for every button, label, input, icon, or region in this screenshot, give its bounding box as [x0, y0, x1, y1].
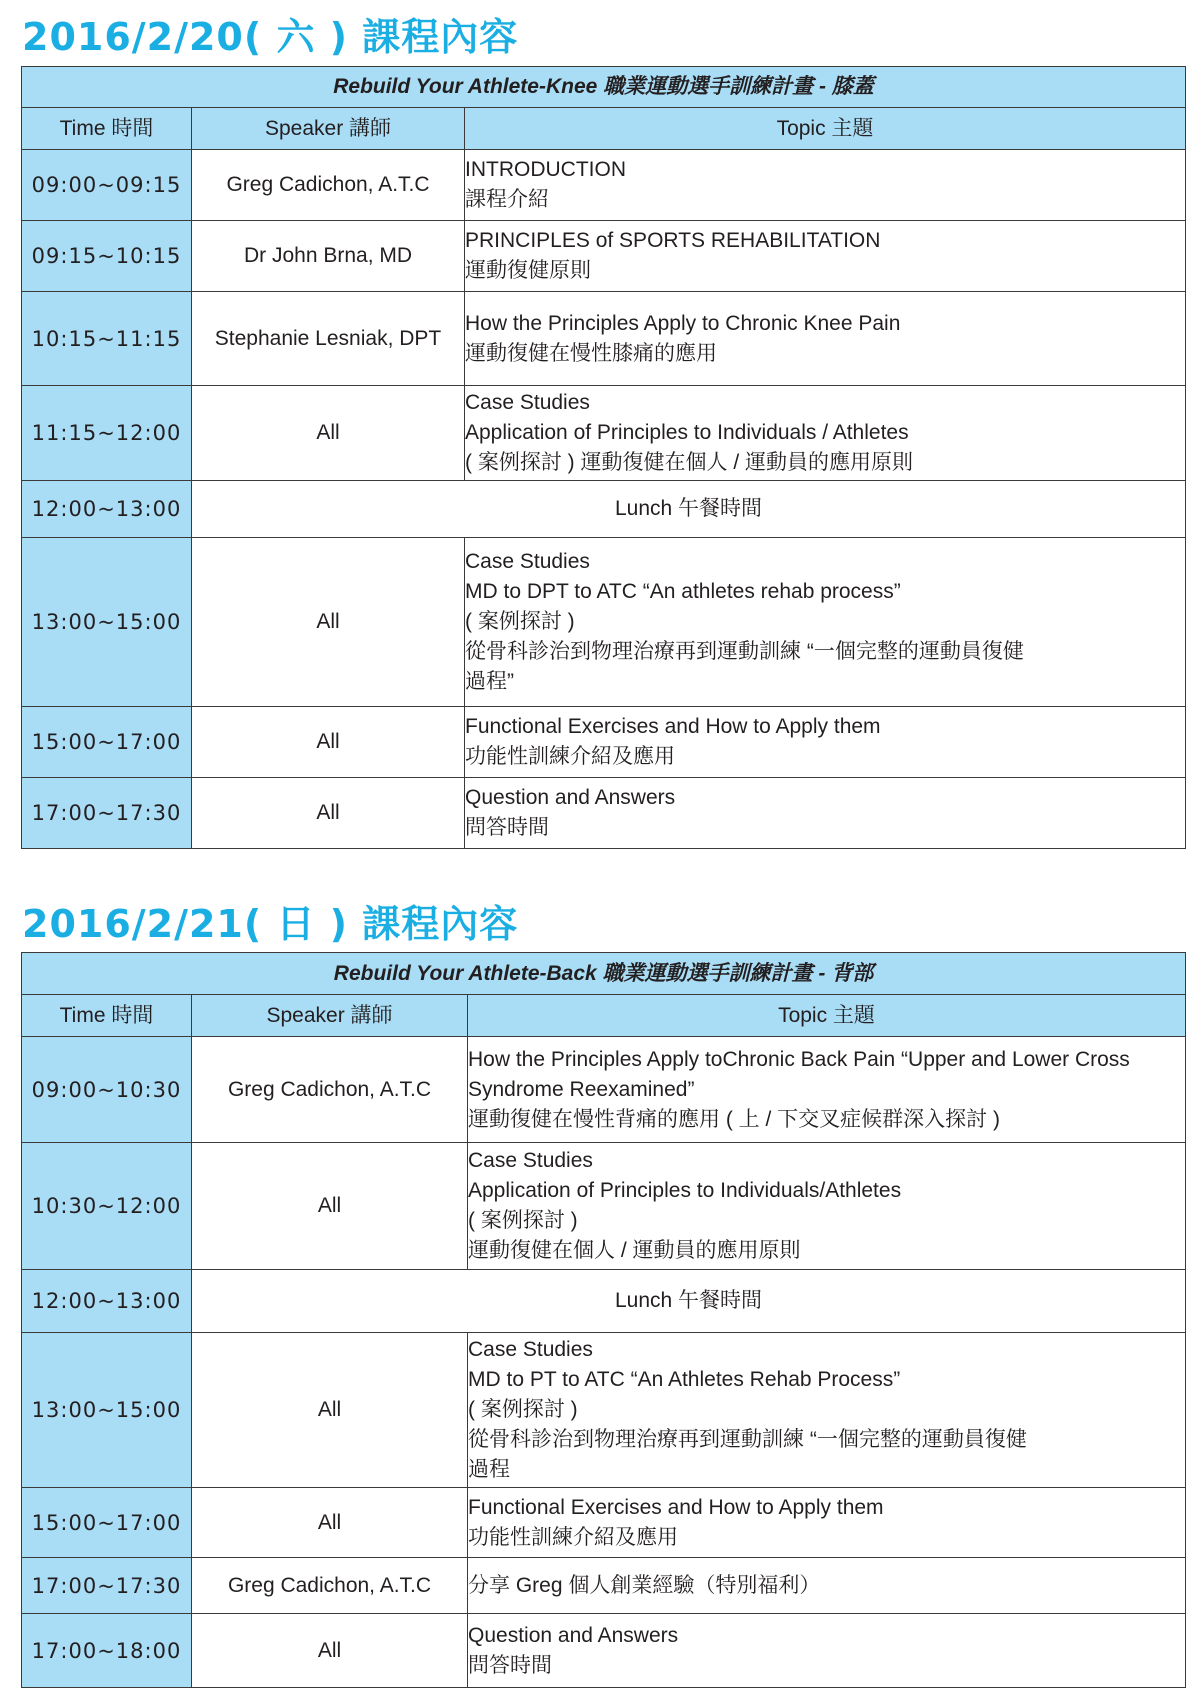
time-cell: 13:00~15:00	[22, 1333, 192, 1488]
time-cell: 10:15~11:15	[22, 292, 192, 386]
topic-line: ( 案例探討 )	[468, 1209, 578, 1232]
topic-line: INTRODUCTION	[465, 158, 626, 181]
table-row	[22, 1037, 1186, 1143]
day1-title: 2016/2/20( 六 ) 課程內容	[22, 15, 519, 59]
topic-line: 問答時間	[468, 1653, 552, 1677]
speaker-header: Speaker 講師	[192, 108, 465, 150]
topic-line: 功能性訓練介紹及應用	[468, 1525, 678, 1549]
topic-line: 過程”	[465, 670, 514, 693]
topic-line: 運動復健在慢性膝痛的應用	[465, 341, 717, 365]
topic-line: Functional Exercises and How to Apply them	[465, 715, 881, 738]
topic-cell	[468, 1143, 1186, 1270]
speaker-cell: Greg Cadichon, A.T.C	[192, 150, 465, 221]
table-row	[22, 221, 1186, 292]
time-cell: 17:00~18:00	[22, 1614, 192, 1688]
time-cell: 09:00~10:30	[22, 1037, 192, 1143]
time-cell: 17:00~17:30	[22, 1558, 192, 1614]
topic-line: Application of Principles to Individuals / Athletes	[465, 421, 909, 444]
topic-line: ( 案例探討 )	[468, 1398, 578, 1421]
topic-line: 從骨科診治到物理治療再到運動訓練 “一個完整的運動員復健	[465, 640, 1024, 663]
time-cell: 17:00~17:30	[22, 778, 192, 849]
topic-cell	[465, 538, 1186, 707]
day1-schedule-table	[21, 66, 1186, 849]
topic-line: 運動復健原則	[465, 259, 591, 282]
topic-cell	[465, 707, 1186, 778]
topic-line: 課程介紹	[465, 188, 549, 211]
table-row	[22, 538, 1186, 707]
day2-program-caption: Rebuild Your Athlete-Back 職業運動選手訓練計畫 - 背部	[22, 953, 1186, 995]
speaker-cell: Dr John Brna, MD	[192, 221, 465, 292]
lunch-cell: Lunch 午餐時間	[192, 1270, 1186, 1333]
time-cell: 12:00~13:00	[22, 481, 192, 538]
speaker-cell: All	[192, 1333, 468, 1488]
time-cell: 12:00~13:00	[22, 1270, 192, 1333]
topic-line: ( 案例探討 ) 運動復健在個人 / 運動員的應用原則	[465, 451, 913, 474]
speaker-cell: Stephanie Lesniak, DPT	[192, 292, 465, 386]
table-row	[22, 386, 1186, 481]
topic-cell	[465, 778, 1186, 849]
table-row	[22, 1558, 1186, 1614]
topic-line: Case Studies	[468, 1338, 593, 1361]
topic-line: 過程	[468, 1458, 510, 1481]
time-cell: 15:00~17:00	[22, 1488, 192, 1558]
table-row	[22, 481, 1186, 538]
topic-line: 運動復健在個人 / 運動員的應用原則	[468, 1239, 801, 1262]
topic-cell	[468, 1333, 1186, 1488]
topic-cell	[468, 1614, 1186, 1688]
topic-line: Question and Answers	[465, 786, 676, 809]
speaker-cell: All	[192, 386, 465, 481]
topic-line: PRINCIPLES of SPORTS REHABILITATION	[465, 229, 881, 252]
topic-line: ( 案例探討 )	[465, 610, 575, 633]
topic-cell	[465, 386, 1186, 481]
time-cell: 09:15~10:15	[22, 221, 192, 292]
table-row	[22, 707, 1186, 778]
topic-cell	[468, 1558, 1186, 1614]
time-cell: 13:00~15:00	[22, 538, 192, 707]
topic-line: Application of Principles to Individuals/Athletes	[468, 1179, 902, 1202]
table-row	[22, 1270, 1186, 1333]
table-row	[22, 778, 1186, 849]
speaker-cell: All	[192, 538, 465, 707]
topic-line: 功能性訓練介紹及應用	[465, 745, 675, 768]
topic-line: 運動復健在慢性背痛的應用 ( 上 / 下交叉症候群深入探討 )	[468, 1107, 1000, 1131]
topic-line: MD to DPT to ATC “An athletes rehab process”	[465, 580, 901, 603]
table-row	[22, 1333, 1186, 1488]
speaker-cell: Greg Cadichon, A.T.C	[192, 1558, 468, 1614]
time-cell: 15:00~17:00	[22, 707, 192, 778]
topic-line: How the Principles Apply to Chronic Knee Pain	[465, 311, 901, 335]
topic-line: MD to PT to ATC “An Athletes Rehab Process”	[468, 1368, 901, 1391]
table-row	[22, 292, 1186, 386]
speaker-cell: All	[192, 1143, 468, 1270]
topic-cell	[468, 1037, 1186, 1143]
table-row	[22, 1143, 1186, 1270]
time-header: Time 時間	[22, 995, 192, 1037]
time-cell: 09:00~09:15	[22, 150, 192, 221]
topic-header: Topic 主題	[465, 108, 1186, 150]
topic-header: Topic 主題	[468, 995, 1186, 1037]
topic-line: Functional Exercises and How to Apply them	[468, 1495, 884, 1519]
table-row	[22, 1488, 1186, 1558]
topic-line: Question and Answers	[468, 1623, 679, 1647]
day2-schedule-table	[21, 952, 1186, 1688]
speaker-cell: All	[192, 707, 465, 778]
topic-line: Case Studies	[465, 550, 590, 573]
day2-title: 2016/2/21( 日 ) 課程內容	[22, 902, 519, 946]
topic-cell	[468, 1488, 1186, 1558]
topic-line: Case Studies	[465, 391, 590, 414]
topic-line: Case Studies	[468, 1149, 593, 1172]
topic-line: 從骨科診治到物理治療再到運動訓練 “一個完整的運動員復健	[468, 1428, 1027, 1451]
time-cell: 10:30~12:00	[22, 1143, 192, 1270]
topic-line: How the Principles Apply toChronic Back Pain “Upper and Lower Cross	[468, 1047, 1130, 1071]
speaker-cell: All	[192, 778, 465, 849]
speaker-cell: All	[192, 1614, 468, 1688]
time-cell: 11:15~12:00	[22, 386, 192, 481]
table-row	[22, 150, 1186, 221]
day1-program-caption: Rebuild Your Athlete-Knee 職業運動選手訓練計畫 - 膝蓋	[22, 67, 1186, 108]
speaker-cell: Greg Cadichon, A.T.C	[192, 1037, 468, 1143]
topic-line: 問答時間	[465, 816, 549, 839]
speaker-header: Speaker 講師	[192, 995, 468, 1037]
topic-line: 分享 Greg 個人創業經驗（特別福利）	[468, 1573, 821, 1597]
table-row	[22, 1614, 1186, 1688]
topic-cell	[465, 221, 1186, 292]
topic-line: Syndrome Reexamined”	[468, 1077, 695, 1101]
topic-cell	[465, 292, 1186, 386]
topic-cell	[465, 150, 1186, 221]
time-header: Time 時間	[22, 108, 192, 150]
speaker-cell: All	[192, 1488, 468, 1558]
lunch-cell: Lunch 午餐時間	[192, 481, 1186, 538]
